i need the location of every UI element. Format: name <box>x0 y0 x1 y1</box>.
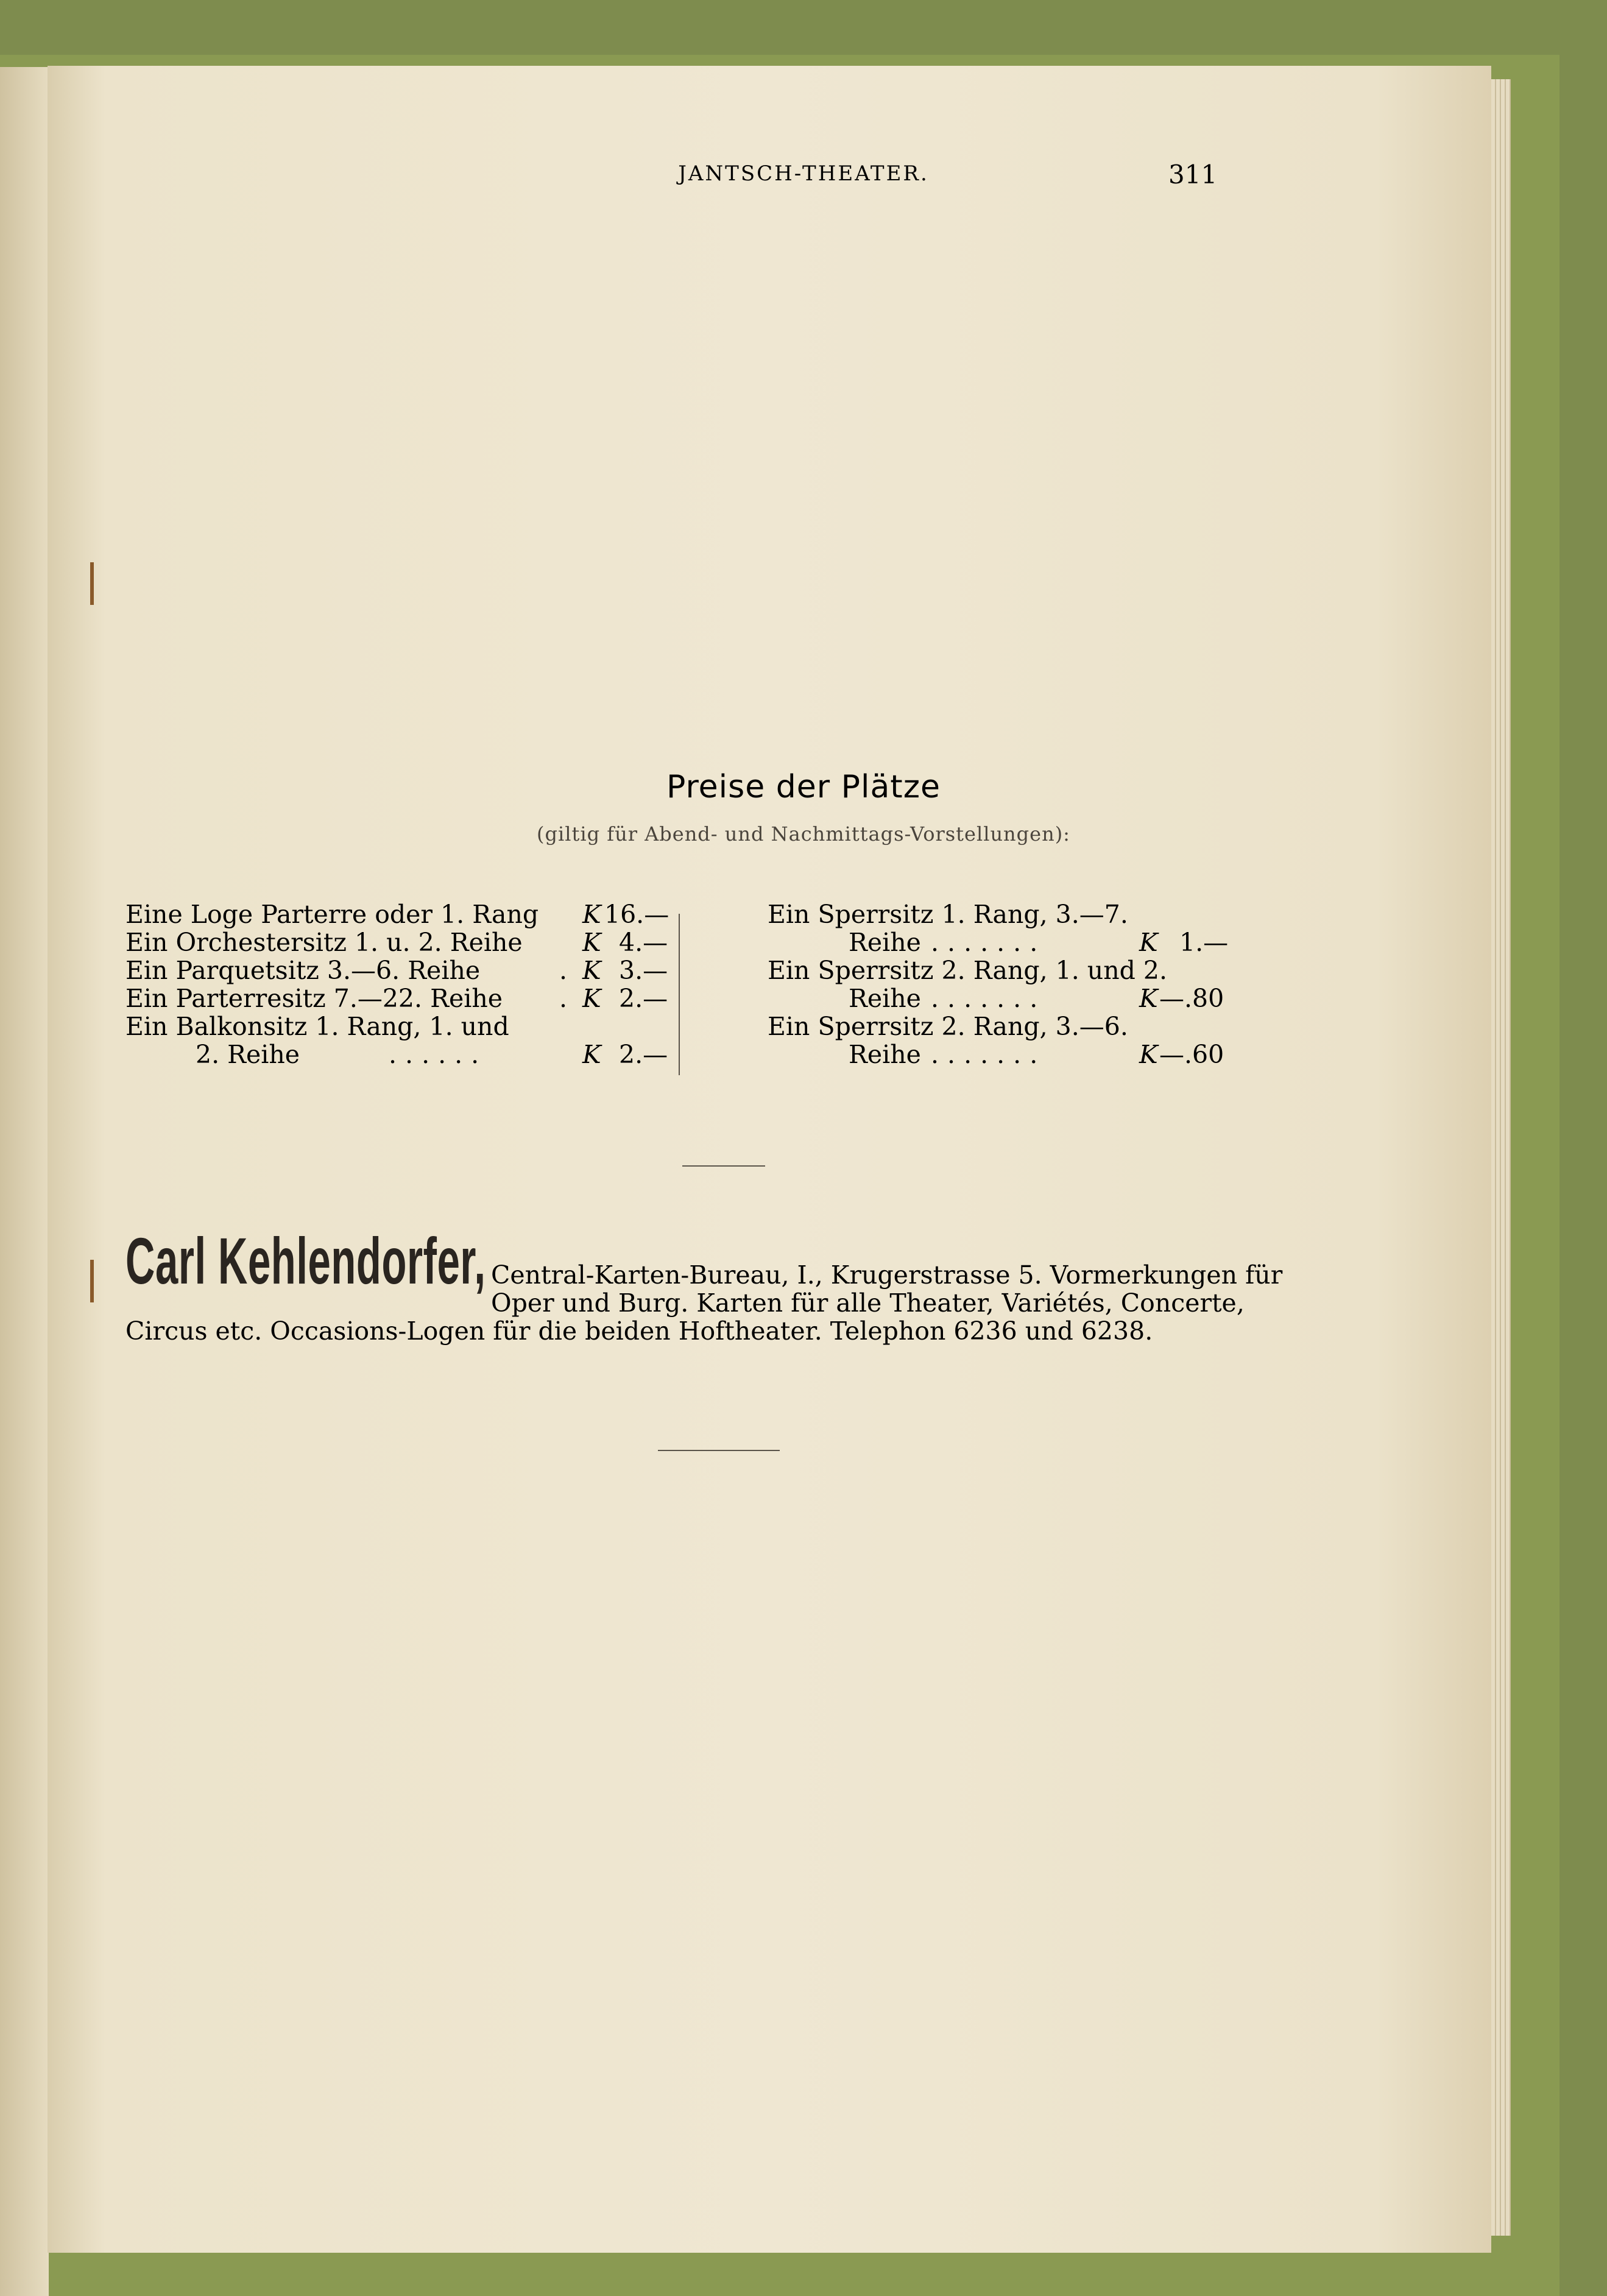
currency-symbol: K <box>582 928 601 957</box>
currency-symbol: K <box>1139 984 1158 1013</box>
section-subtitle: (giltig für Abend- und Nachmittags-Vorstellungen): <box>537 822 1070 846</box>
price-label: Ein Parterresitz 7.—22. Reihe <box>125 984 503 1013</box>
currency-symbol: K <box>1139 928 1158 957</box>
ad-line-2: Oper und Burg. Karten für alle Theater, Variétés, Concerte, <box>491 1288 1245 1318</box>
price-list-left <box>125 900 692 1069</box>
price-label: Ein Sperrsitz 2. Rang, 1. und 2. <box>768 956 1168 985</box>
currency-symbol: K <box>582 900 601 929</box>
price-label: Ein Orchestersitz 1. u. 2. Reihe <box>125 928 523 957</box>
price-amount: 1.— <box>1179 928 1229 957</box>
price-amount: —.80 <box>1159 984 1224 1013</box>
gutter-mark <box>90 562 94 605</box>
advertiser-name: Carl Kehlendorfer, <box>125 1224 486 1298</box>
section-title: Preise der Plätze <box>666 769 941 805</box>
price-row <box>125 984 692 1012</box>
price-amount: 2.— <box>619 1040 668 1069</box>
price-label: Reihe <box>849 1040 921 1069</box>
price-label: Reihe <box>849 984 921 1013</box>
price-row <box>125 956 692 984</box>
price-label: Ein Parquetsitz 3.—6. Reihe <box>125 956 481 985</box>
price-row <box>718 900 1290 928</box>
column-divider <box>679 914 680 1075</box>
price-row <box>125 1040 692 1069</box>
price-label: Ein Sperrsitz 1. Rang, 3.—7. <box>768 900 1128 929</box>
price-row <box>718 956 1290 984</box>
left-page-edge <box>0 67 49 2296</box>
currency-symbol: K <box>582 1040 601 1069</box>
currency-symbol: K <box>1139 1040 1158 1069</box>
book-page <box>48 66 1491 2253</box>
price-row <box>718 1012 1290 1040</box>
currency-symbol: K <box>582 984 601 1013</box>
price-label: Reihe <box>849 928 921 957</box>
price-row <box>125 1012 692 1040</box>
price-amount: 3.— <box>619 956 668 985</box>
leader-dots: ...... <box>389 1040 488 1069</box>
price-amount: 2.— <box>619 984 668 1013</box>
price-row <box>718 928 1290 956</box>
leader-dots: ....... <box>931 1040 1047 1069</box>
price-amount: 4.— <box>619 928 668 957</box>
leader-dots: . <box>559 956 576 985</box>
ad-line-1: Central-Karten-Bureau, I., Krugerstrasse 5. Vormerkungen für <box>491 1260 1283 1290</box>
running-head: JANTSCH-THEATER. <box>678 161 929 186</box>
price-label: Ein Sperrsitz 2. Rang, 3.—6. <box>768 1012 1128 1041</box>
leader-dots: . <box>559 984 576 1013</box>
short-rule <box>682 1165 765 1167</box>
gutter-mark <box>90 1260 94 1302</box>
leader-dots: ....... <box>931 928 1047 957</box>
page-number: 311 <box>1168 160 1218 189</box>
leader-dots: ....... <box>931 984 1047 1013</box>
price-row <box>125 900 692 928</box>
price-label: Eine Loge Parterre oder 1. Rang <box>125 900 539 929</box>
price-list-right <box>718 900 1290 1069</box>
price-label: 2. Reihe <box>196 1040 300 1069</box>
price-row <box>718 984 1290 1012</box>
price-row <box>718 1040 1290 1069</box>
price-row <box>125 928 692 956</box>
price-amount: 16.— <box>604 900 669 929</box>
ad-line-3: Circus etc. Occasions-Logen für die beiden Hoftheater. Telephon 6236 und 6238. <box>125 1316 1153 1346</box>
currency-symbol: K <box>582 956 601 985</box>
price-label: Ein Balkonsitz 1. Rang, 1. und <box>125 1012 509 1041</box>
closing-rule <box>658 1450 780 1451</box>
price-amount: —.60 <box>1159 1040 1224 1069</box>
